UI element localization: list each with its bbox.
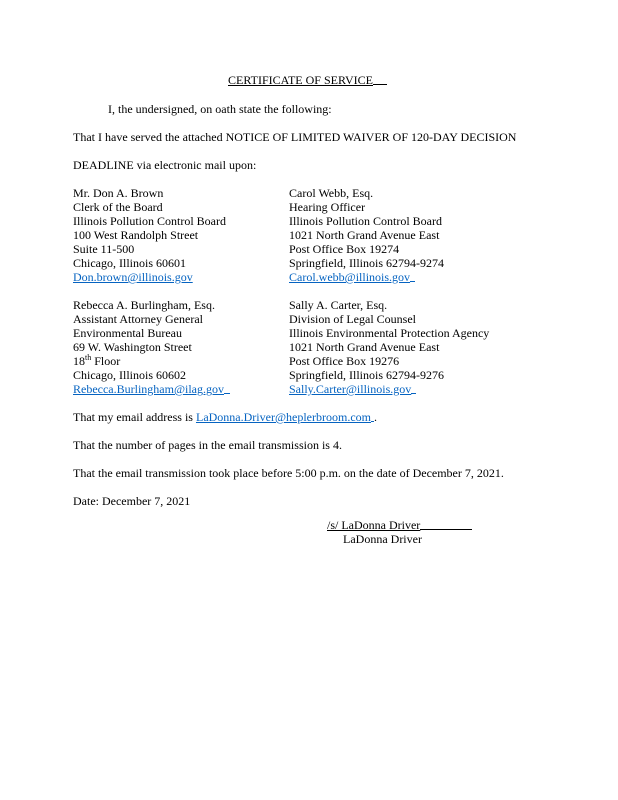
served-statement-line-2: DEADLINE via electronic mail upon: (73, 158, 257, 172)
recipient-block-carter (289, 298, 489, 396)
signature-line (327, 518, 472, 532)
recipient-line: 1021 North Grand Avenue East (289, 340, 440, 354)
recipient-line: Post Office Box 19274 (289, 242, 400, 256)
recipient-email-link[interactable]: Don.brown@illinois.gov (73, 270, 193, 284)
recipient-line: Hearing Officer (289, 200, 366, 214)
recipient-line: 69 W. Washington Street (73, 340, 192, 354)
recipient-line: Chicago, Illinois 60601 (73, 256, 186, 270)
recipient-block-burlingham (73, 298, 230, 396)
recipient-line: Illinois Environmental Protection Agency (289, 326, 490, 340)
recipient-line: Sally A. Carter, Esq. (289, 298, 388, 312)
page-title: CERTIFICATE OF SERVICE (228, 73, 387, 87)
recipient-line: Illinois Pollution Control Board (73, 214, 227, 228)
sender-email-link[interactable]: LaDonna.Driver@heplerbroom.com (195, 410, 371, 424)
recipient-email-link[interactable]: Rebecca.Burlingham@ilag.gov (73, 382, 225, 396)
recipient-block-brown (73, 186, 226, 284)
recipient-floor-line: 18th Floor (73, 353, 121, 368)
intro-statement: I, the undersigned, on oath state the following: (108, 102, 332, 116)
date-line: Date: December 7, 2021 (73, 494, 191, 508)
recipient-line: 1021 North Grand Avenue East (289, 228, 440, 242)
pages-statement: That the number of pages in the email transmission is 4. (73, 438, 342, 452)
recipient-line: Springfield, Illinois 62794-9274 (289, 256, 444, 270)
recipient-line: Suite 11-500 (73, 242, 135, 256)
sender-email-statement: That my email address is LaDonna.Driver@heplerbroom.com . (73, 410, 377, 424)
recipient-line: Chicago, Illinois 60602 (73, 368, 186, 382)
electronic-signature: /s/ LaDonna Driver (327, 518, 421, 532)
recipient-block-webb (289, 186, 444, 284)
recipient-line: Assistant Attorney General (73, 312, 203, 326)
signer-name: LaDonna Driver (343, 532, 422, 546)
recipient-line: 100 West Randolph Street (73, 228, 199, 242)
recipient-line: Springfield, Illinois 62794-9276 (289, 368, 444, 382)
recipient-line: Post Office Box 19276 (289, 354, 400, 368)
transmission-time-statement: That the email transmission took place before 5:00 p.m. on the date of December 7, 2021. (73, 466, 504, 480)
recipient-line: Environmental Bureau (73, 326, 182, 340)
recipient-line: Illinois Pollution Control Board (289, 214, 443, 228)
recipient-line: Rebecca A. Burlingham, Esq. (73, 298, 215, 312)
served-statement-line-1: That I have served the attached NOTICE OF LIMITED WAIVER OF 120-DAY DECISION (73, 130, 517, 144)
recipient-line: Division of Legal Counsel (289, 312, 416, 326)
recipient-email-link[interactable]: Sally.Carter@illinois.gov (289, 382, 412, 396)
recipient-line: Mr. Don A. Brown (73, 186, 164, 200)
recipient-line: Clerk of the Board (73, 200, 163, 214)
recipient-line: Carol Webb, Esq. (289, 186, 374, 200)
recipient-email-link[interactable]: Carol.webb@illinois.gov (289, 270, 411, 284)
